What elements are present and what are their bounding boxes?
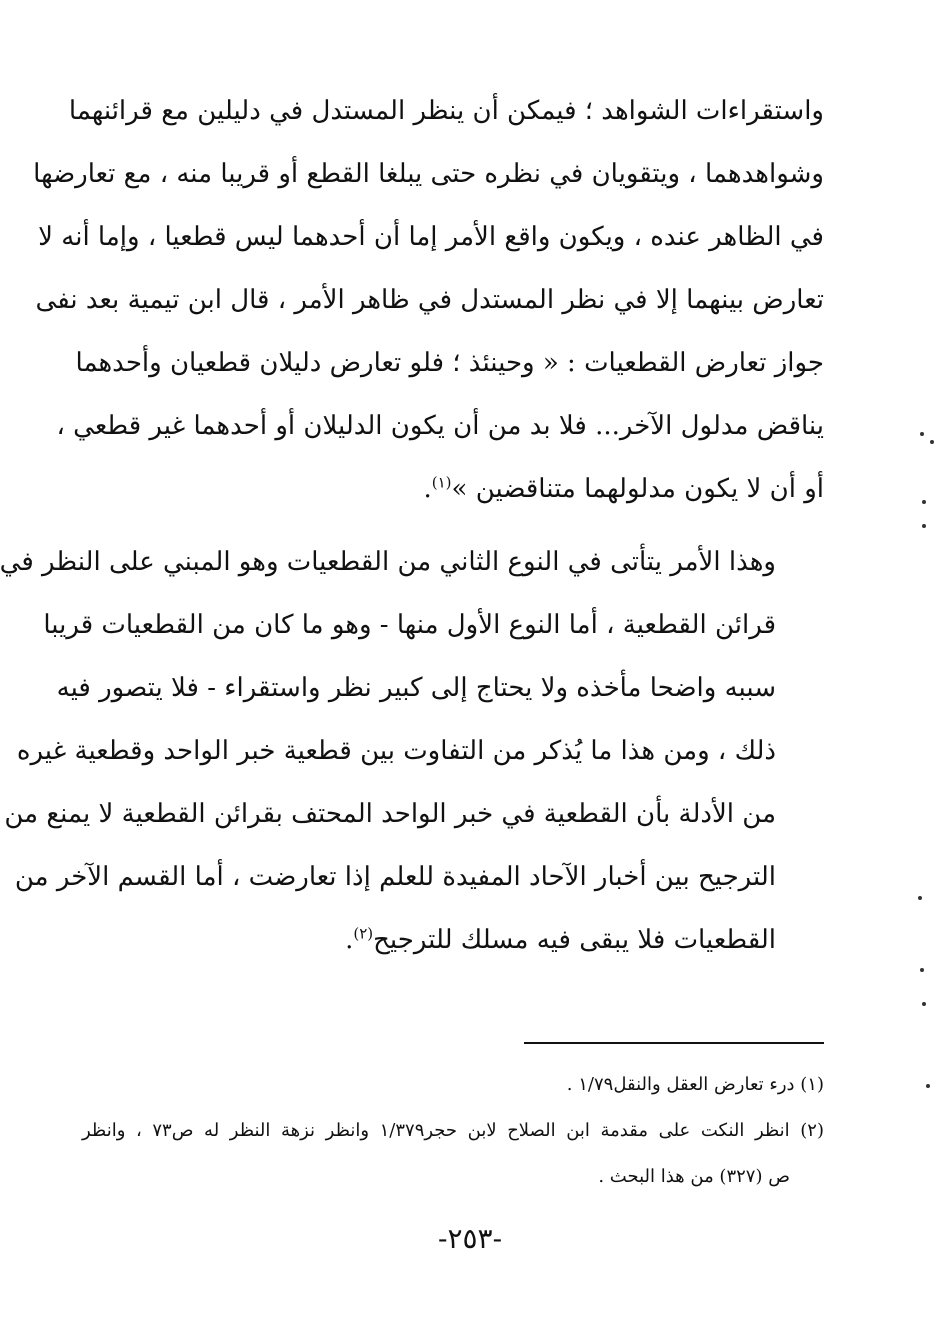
text-line: وهذا الأمر يتأتى في النوع الثاني من القطعيات وهو المبني على النظر في [0, 547, 776, 577]
paragraph-1 [33, 80, 824, 521]
page-number: -٢٥٣- [437, 1222, 503, 1255]
footnote-reference-1[interactable]: (١) [431, 473, 452, 492]
text-line-last [82, 458, 824, 521]
text-line: وشواهدهما ، ويتقويان في نظره حتى يبلغا القطع أو قريبا منه ، مع تعارضها [33, 159, 824, 189]
footnote-2 [82, 1108, 824, 1200]
scan-speck [922, 500, 926, 504]
footnotes [82, 1062, 824, 1200]
footnote-line: (٢) انظر النكت على مقدمة ابن الصلاح لابن حجر١/٣٧٩ وانظر نزهة النظر له ص٧٣ ، وانظر [82, 1120, 824, 1141]
scan-speck [920, 968, 924, 972]
sentence-end: . [423, 474, 432, 504]
text-line: ذلك ، ومن هذا ما يُذكر من التفاوت بين قطعية خبر الواحد وقطعية غيره [16, 736, 776, 766]
text-line-last [82, 909, 824, 972]
paragraph-2 [0, 531, 824, 972]
text-line: سببه واضحا مأخذه ولا يحتاج إلى كبير نظر واستقراء - فلا يتصور فيه [56, 673, 776, 703]
text-line-content: أو أن لا يكون مدلولهما متناقضين » [451, 474, 824, 504]
text-line: واستقراءات الشواهد ؛ فيمكن أن ينظر المستدل في دليلين مع قرائنهما [68, 96, 824, 126]
text-line: الترجيح بين أخبار الآحاد المفيدة للعلم إذا تعارضت ، أما القسم الآخر من [14, 862, 776, 892]
scan-speck [918, 896, 922, 900]
scan-speck [922, 1002, 926, 1006]
text-line: من الأدلة بأن القطعية في خبر الواحد المحتف بقرائن القطعية لا يمنع من [4, 799, 776, 829]
scan-speck [930, 440, 934, 444]
sentence-end: . [345, 925, 354, 955]
footnote-separator [524, 1042, 824, 1044]
text-line: قرائن القطعية ، أما النوع الأول منها - وهو ما كان من القطعيات قريبا [43, 610, 776, 640]
text-line: في الظاهر عنده ، ويكون واقع الأمر إما أن أحدهما ليس قطعيا ، وإما أنه لا [38, 222, 824, 252]
text-line-content: القطعيات فلا يبقى فيه مسلك للترجيح [373, 925, 776, 955]
text-line: يناقض مدلول الآخر... فلا بد من أن يكون الدليلان أو أحدهما غير قطعي ، [56, 411, 824, 441]
footnote-1 [82, 1062, 824, 1108]
scan-speck [920, 432, 924, 436]
body-text [0, 80, 824, 972]
scan-speck [922, 524, 926, 528]
text-line: جواز تعارض القطعيات : « وحينئذ ؛ فلو تعارض دليلان قطعيان وأحدهما [75, 348, 824, 378]
footnote-reference-2[interactable]: (٢) [353, 924, 374, 943]
scan-speck [926, 1084, 930, 1088]
footnote-line-last: ص (٣٢٧) من هذا البحث . [598, 1166, 790, 1187]
footnote-line: (١) درء تعارض العقل والنقل١/٧٩ . [566, 1074, 824, 1095]
text-line: تعارض بينهما إلا في نظر المستدل في ظاهر الأمر ، قال ابن تيمية بعد نفى [35, 285, 824, 315]
